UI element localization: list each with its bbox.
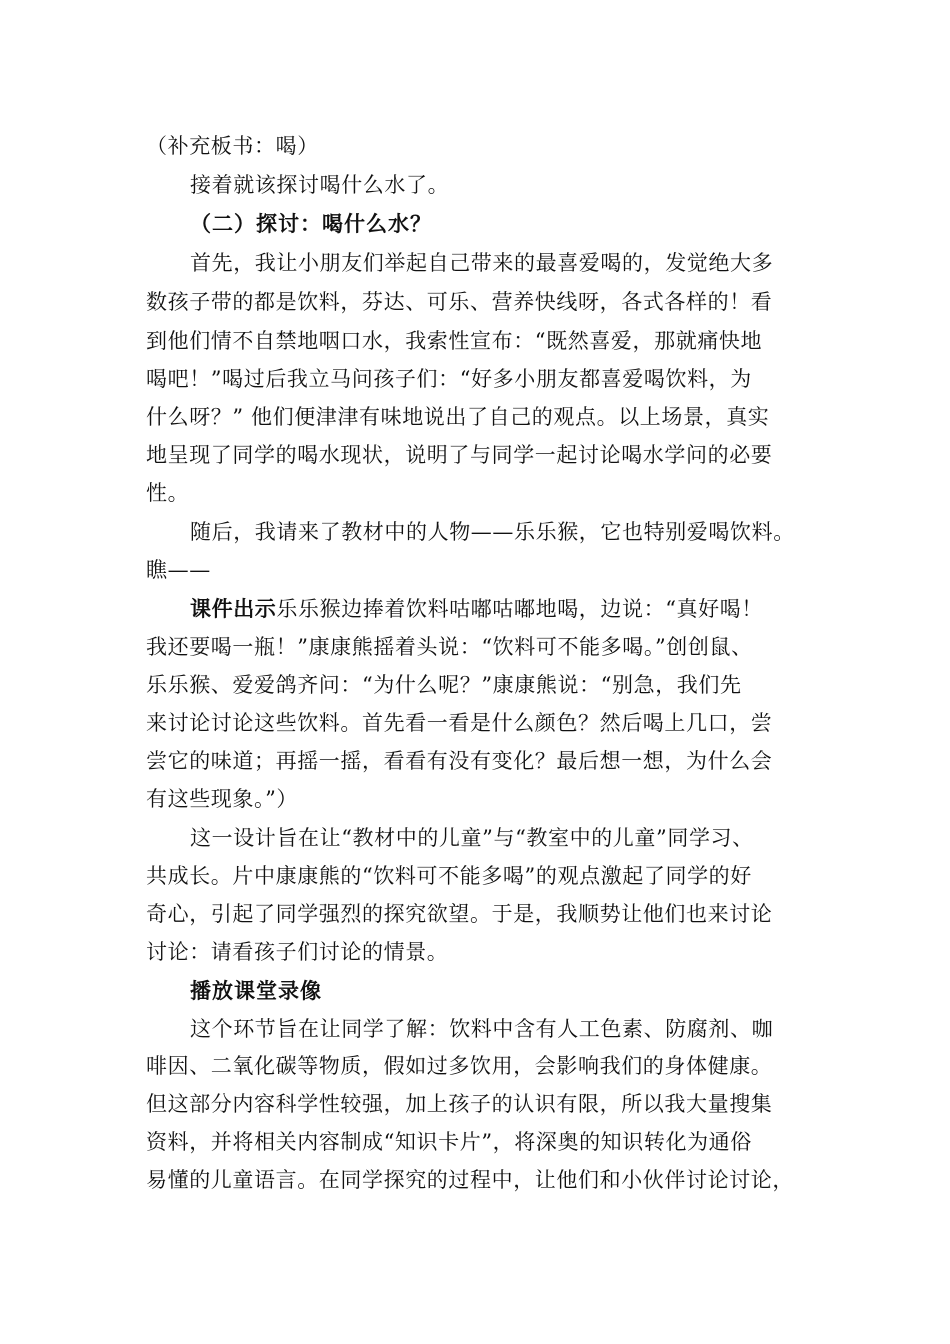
paragraph-line: 地呈现了同学的喝水现状，说明了与同学一起讨论喝水学问的必要 (146, 443, 773, 467)
paragraph-line: 瞧—— (146, 558, 211, 582)
paragraph-line: 有这些现象。”） (146, 787, 299, 811)
paragraph-line: 易懂的儿童语言。在同学探究的过程中，让他们和小伙伴讨论讨论， (146, 1168, 794, 1192)
paragraph-line: 这个环节旨在让同学了解：饮料中含有人工色素、防腐剂、咖 (190, 1017, 774, 1041)
paragraph-line (190, 596, 763, 622)
paragraph-line: 奇心，引起了同学强烈的探究欲望。于是，我顺势让他们也来讨论 (146, 902, 773, 926)
paragraph-line: 但这部分内容科学性较强，加上孩子的认识有限，所以我大量搜集 (146, 1092, 773, 1116)
paragraph-line: 首先，我让小朋友们举起自己带来的最喜爱喝的，发觉绝大多 (190, 251, 774, 275)
paragraph-line: 共成长。片中康康熊的“饮料可不能多喝”的观点激起了同学的好 (146, 864, 752, 888)
courseware-text: 乐乐猴边捧着饮料咕嘟咕嘟地喝，边说：“真好喝！ (276, 597, 763, 621)
paragraph-line: 性。 (146, 481, 190, 505)
paragraph-line: 我还要喝一瓶！”康康熊摇着头说：“饮料可不能多喝。”创创鼠、 (146, 635, 753, 659)
paragraph-line: 资料，并将相关内容制成“知识卡片”，将深奥的知识转化为通俗 (146, 1130, 752, 1154)
paragraph-line: 随后，我请来了教材中的人物——乐乐猴，它也特别爱喝饮料。 (190, 520, 795, 544)
courseware-label: 课件出示 (190, 597, 277, 621)
paragraph-line: 什么呀？” 他们便津津有味地说出了自己的观点。以上场景，真实 (146, 405, 770, 429)
section-heading: 播放课堂录像 (190, 979, 322, 1003)
paragraph-line: 啡因、二氧化碳等物质，假如过多饮用，会影响我们的身体健康。 (146, 1054, 773, 1078)
paragraph-line: 数孩子带的都是饮料，芬达、可乐、营养快线呀，各式各样的！看 (146, 290, 773, 314)
paragraph-line: （补充板书：喝） (146, 134, 319, 158)
paragraph-line: 来讨论讨论这些饮料。首先看一看是什么颜色？然后喝上几口，尝 (146, 711, 773, 735)
section-heading: （二）探讨：喝什么水？ (190, 212, 432, 236)
paragraph-line: 乐乐猴、爱爱鸽齐问：“为什么呢？”康康熊说：“别急，我们先 (146, 673, 742, 697)
paragraph-line: 到他们情不自禁地咽口水，我索性宣布：“既然喜爱，那就痛快地 (146, 329, 763, 353)
paragraph-line: 尝它的味道；再摇一摇，看看有没有变化？最后想一想，为什么会 (146, 749, 773, 773)
paragraph-line: 喝吧！”喝过后我立马问孩子们：“好多小朋友都喜爱喝饮料，为 (146, 367, 752, 391)
paragraph-line: 接着就该探讨喝什么水了。 (190, 173, 450, 197)
paragraph-line: 这一设计旨在让“教材中的儿童”与“教室中的儿童”同学习、 (190, 826, 754, 850)
paragraph-line: 讨论：请看孩子们讨论的情景。 (146, 940, 449, 964)
